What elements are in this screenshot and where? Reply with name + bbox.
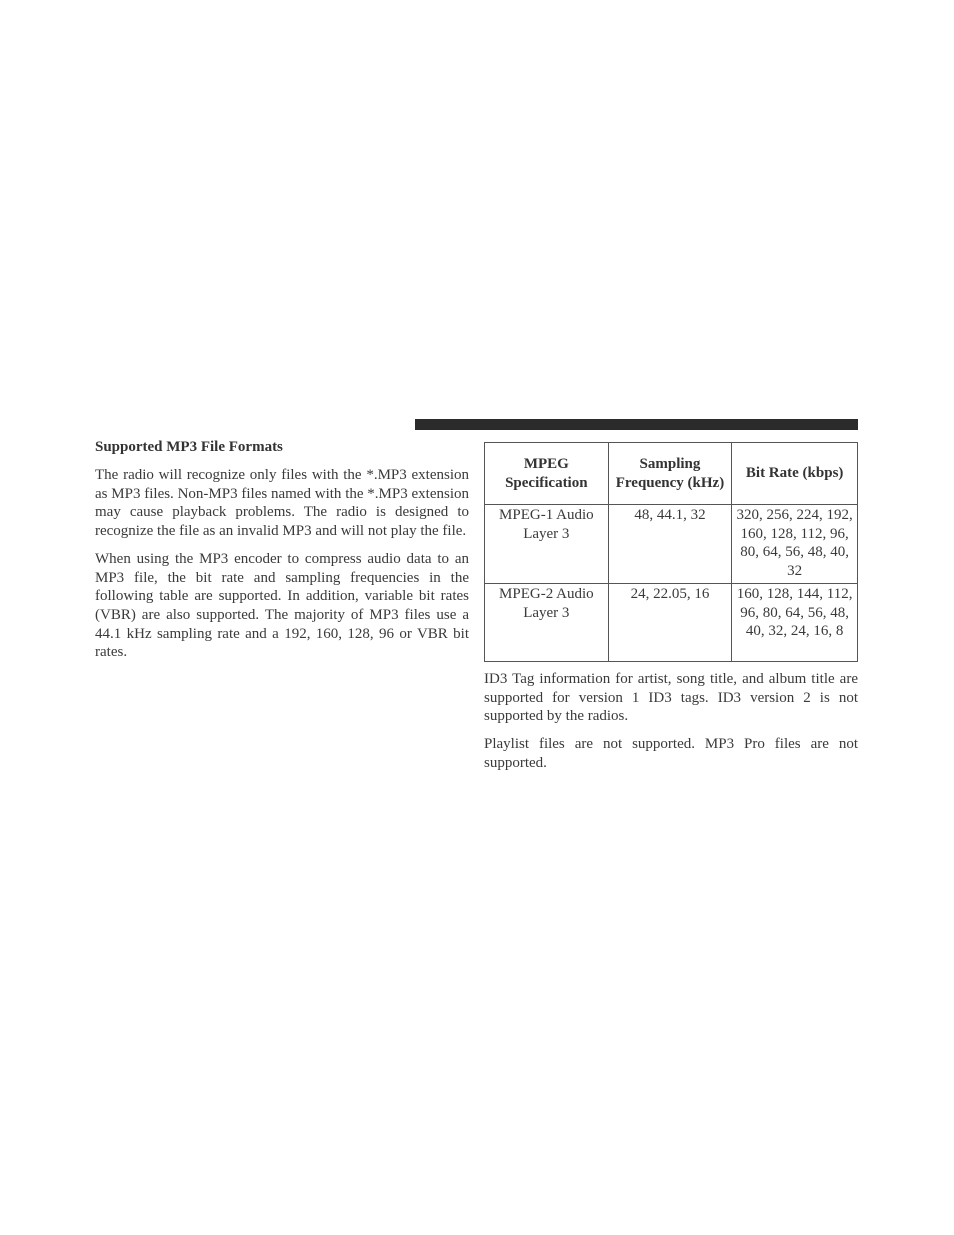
paragraph-encoder: When using the MP3 encoder to compress audio data to an MP3 file, the bit rate and sampling frequencies in the following table are supported. In addition, variable bit rates (VBR) are also supported. The majority of MP3 files use a 44.1 kHz sampling rate and a 192, 160, 128, 96 or VBR bit rates.: [95, 550, 469, 661]
cell-bitrate: 160, 128, 144, 112, 96, 80, 64, 56, 48, 40, 32, 24, 16, 8: [732, 583, 858, 661]
section-heading: Supported MP3 File Formats: [95, 439, 283, 455]
table-row: [485, 583, 858, 661]
table-header-row: [485, 443, 858, 505]
cell-bitrate: 320, 256, 224, 192, 160, 128, 112, 96, 80, 64, 56, 48, 40, 32: [732, 505, 858, 584]
cell-sampling: 24, 22.05, 16: [608, 583, 732, 661]
paragraph-id3: ID3 Tag information for artist, song title, and album title are supported for version 1 ID3 tags. ID3 version 2 is not supported by the radios.: [484, 670, 858, 725]
right-column: [484, 442, 858, 781]
paragraph-playlist: Playlist files are not supported. MP3 Pro files are not supported.: [484, 735, 858, 771]
table-row: [485, 505, 858, 584]
header-sampling-frequency: Sampling Frequency (kHz): [608, 443, 732, 505]
header-mpeg-spec: MPEG Specification: [485, 443, 609, 505]
cell-sampling: 48, 44.1, 32: [608, 505, 732, 584]
left-column: [95, 438, 469, 671]
cell-spec: MPEG-2 Audio Layer 3: [485, 583, 609, 661]
section-rule-bar: [415, 419, 858, 430]
cell-spec: MPEG-1 Audio Layer 3: [485, 505, 609, 584]
header-bit-rate: Bit Rate (kbps): [732, 443, 858, 505]
paragraph-file-extension: The radio will recognize only files with the *.MP3 extension as MP3 files. Non-MP3 files named with the *.MP3 extension may cause playback problems. The radio is designed to recognize the file as an invalid MP3 and will not play the file.: [95, 467, 469, 540]
mp3-spec-table: [484, 442, 858, 662]
